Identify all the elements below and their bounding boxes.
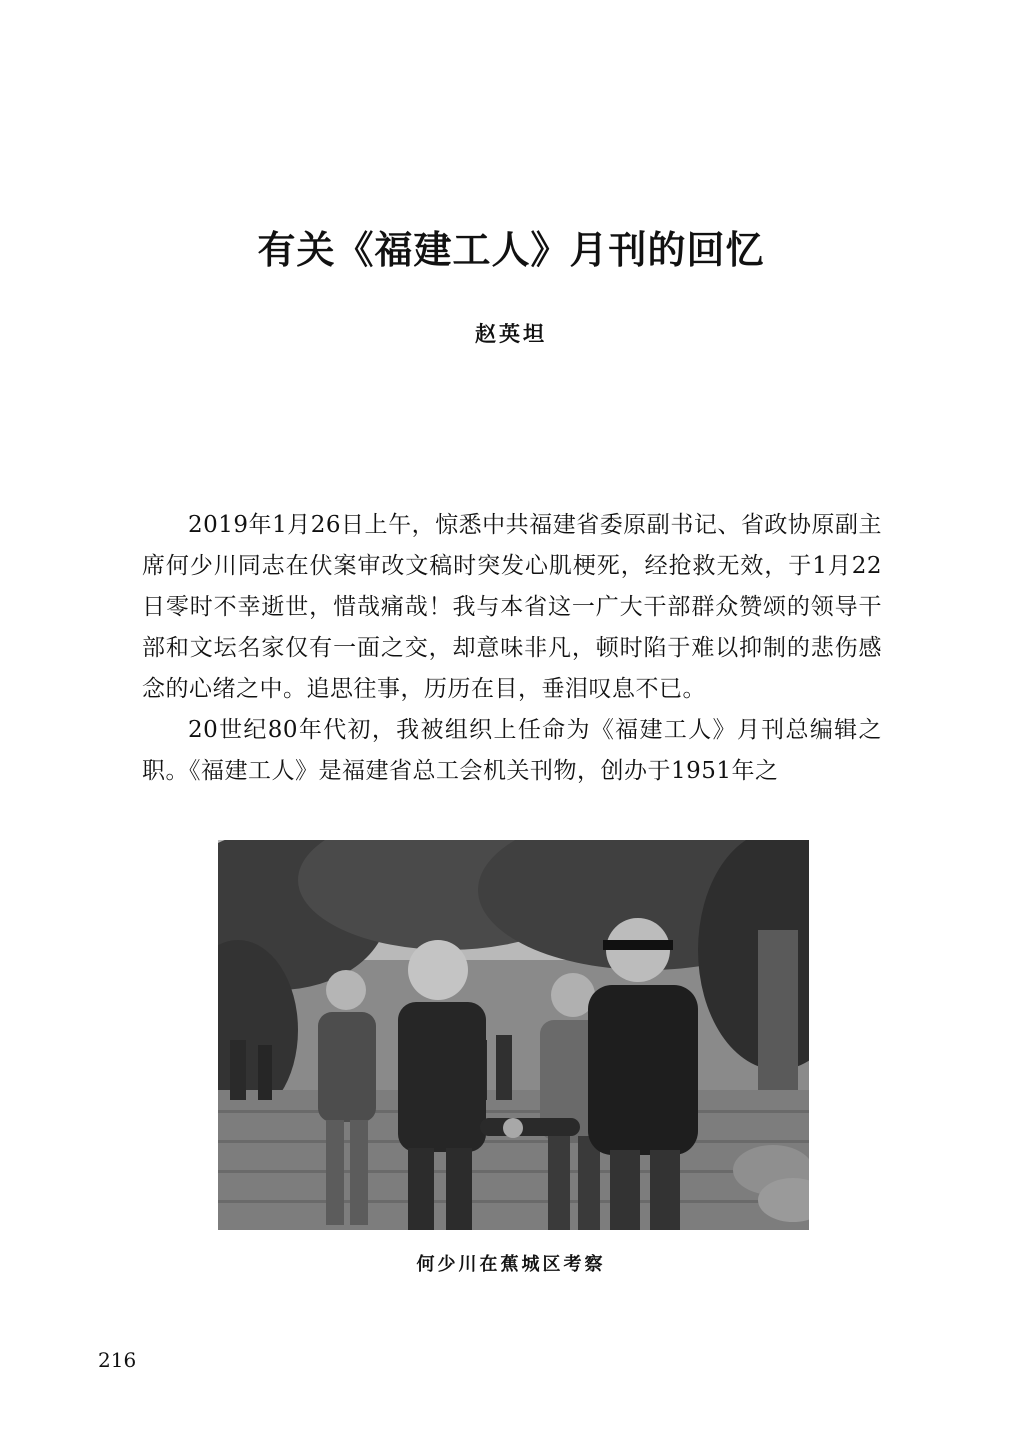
page-number: 216: [98, 1348, 137, 1372]
paragraph-1: 2019年1月26日上午，惊悉中共福建省委原副书记、省政协原副主席何少川同志在伏案审改文稿时突发心肌梗死，经抢救无效，于1月22日零时不幸逝世，惜哉痛哉！我与本省这一广大干部群众赞颂的领导干部和文坛名家仅有一面之交，却意味非凡，顿时陷于难以抑制的悲伤感念的心绪之中。追思往事，历历在目，垂泪叹息不已。: [142, 512, 882, 702]
inspection-photo: [218, 840, 809, 1230]
article-body: [142, 505, 882, 792]
photo-caption: 何少川在蕉城区考察: [416, 1254, 606, 1275]
article-author: 赵英坦: [475, 322, 547, 346]
paragraph-2: 20世纪80年代初，我被组织上任命为《福建工人》月刊总编辑之职。《福建工人》是福建省总工会机关刊物，创办于1951年之: [142, 717, 882, 784]
article-title: 有关《福建工人》月刊的回忆: [257, 228, 765, 272]
